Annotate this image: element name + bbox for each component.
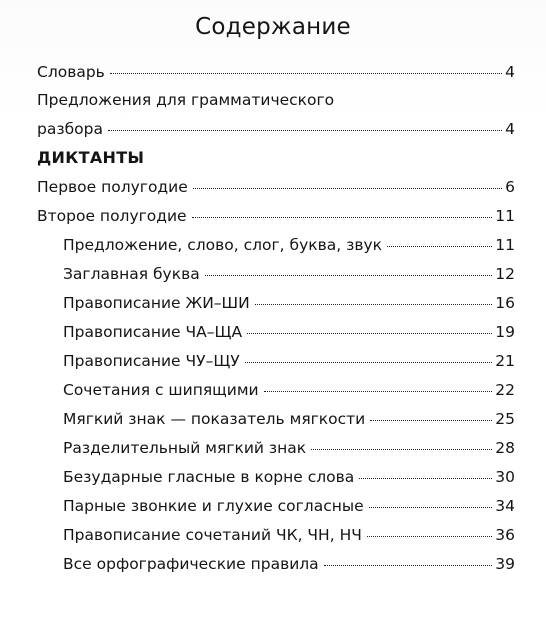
dot-leader (245, 362, 493, 363)
dot-leader (255, 304, 493, 305)
dot-leader (367, 536, 492, 537)
toc-page-number: 11 (495, 207, 515, 225)
toc-page-number: 22 (495, 381, 515, 399)
dot-leader (324, 565, 493, 566)
toc-entry-label: Правописание сочетаний ЧК, ЧН, НЧ (63, 526, 362, 544)
toc-page-number: 25 (495, 410, 515, 428)
toc-entry-label: Первое полугодие (37, 178, 188, 196)
toc-entry (63, 523, 515, 547)
toc-entry-slovar (37, 60, 515, 84)
dot-leader (247, 333, 492, 334)
toc-entry-label: разбора (37, 120, 103, 138)
toc-entry-razbora (37, 117, 515, 141)
dot-leader (193, 188, 502, 189)
toc-entry (63, 465, 515, 489)
toc-page-number: 21 (495, 352, 515, 370)
toc-entry-label: Правописание ЧУ–ЩУ (63, 352, 240, 370)
toc-entry-label: Словарь (37, 63, 105, 81)
dot-leader (110, 73, 502, 74)
toc-page-number: 16 (495, 294, 515, 312)
toc-page-number: 39 (495, 555, 515, 573)
toc-entry-label: Все орфографические правила (63, 555, 319, 573)
dot-leader (264, 391, 493, 392)
dot-leader (387, 246, 492, 247)
toc-entry-label: Разделительный мягкий знак (63, 439, 307, 457)
toc-entry-label: Предложение, слово, слог, буква, звук (63, 236, 383, 254)
dot-leader (108, 130, 502, 131)
toc-entry (63, 436, 515, 460)
page-title: Содержание (195, 14, 351, 40)
toc-entry-first-half (37, 175, 515, 199)
toc-page-number: 4 (505, 120, 515, 138)
dot-leader (359, 478, 492, 479)
toc-page-number: 34 (495, 497, 515, 515)
toc-entry (63, 349, 515, 373)
toc-page-number: 4 (505, 63, 515, 81)
section-heading: ДИКТАНТЫ (37, 148, 145, 167)
toc-entry-label: Безударные гласные в корне слова (63, 468, 355, 486)
toc-entry (63, 378, 515, 402)
dot-leader (311, 449, 492, 450)
toc-entry (63, 262, 515, 286)
toc-page-number: 12 (495, 265, 515, 283)
toc-entry-label: Мягкий знак — показатель мягкости (63, 410, 366, 428)
toc-entry-label: Сочетания с шипящими (63, 381, 259, 399)
dot-leader (192, 217, 493, 218)
toc-entry (63, 233, 515, 257)
toc-entry (63, 320, 515, 344)
toc-entry-label: Заглавная буква (63, 265, 200, 283)
toc-entry-label: Предложения для грамматического (37, 91, 335, 109)
toc-entry-label: Правописание ЧА–ЩА (63, 323, 243, 341)
toc-page-number: 11 (495, 236, 515, 254)
toc-page-number: 28 (495, 439, 515, 457)
toc-page-number: 30 (495, 468, 515, 486)
toc-entry (63, 552, 515, 576)
toc-page-number: 6 (505, 178, 515, 196)
toc-entry-label: Второе полугодие (37, 207, 187, 225)
toc-entry-label: Правописание ЖИ–ШИ (63, 294, 250, 312)
toc-page-number: 36 (495, 526, 515, 544)
toc-entry-second-half (37, 204, 515, 228)
toc-entry (63, 494, 515, 518)
toc-entry (63, 407, 515, 431)
toc-entry (63, 291, 515, 315)
dot-leader (370, 420, 492, 421)
dot-leader (205, 275, 493, 276)
toc-entry-label: Парные звонкие и глухие согласные (63, 497, 364, 515)
toc-page-number: 19 (495, 323, 515, 341)
dot-leader (369, 507, 493, 508)
